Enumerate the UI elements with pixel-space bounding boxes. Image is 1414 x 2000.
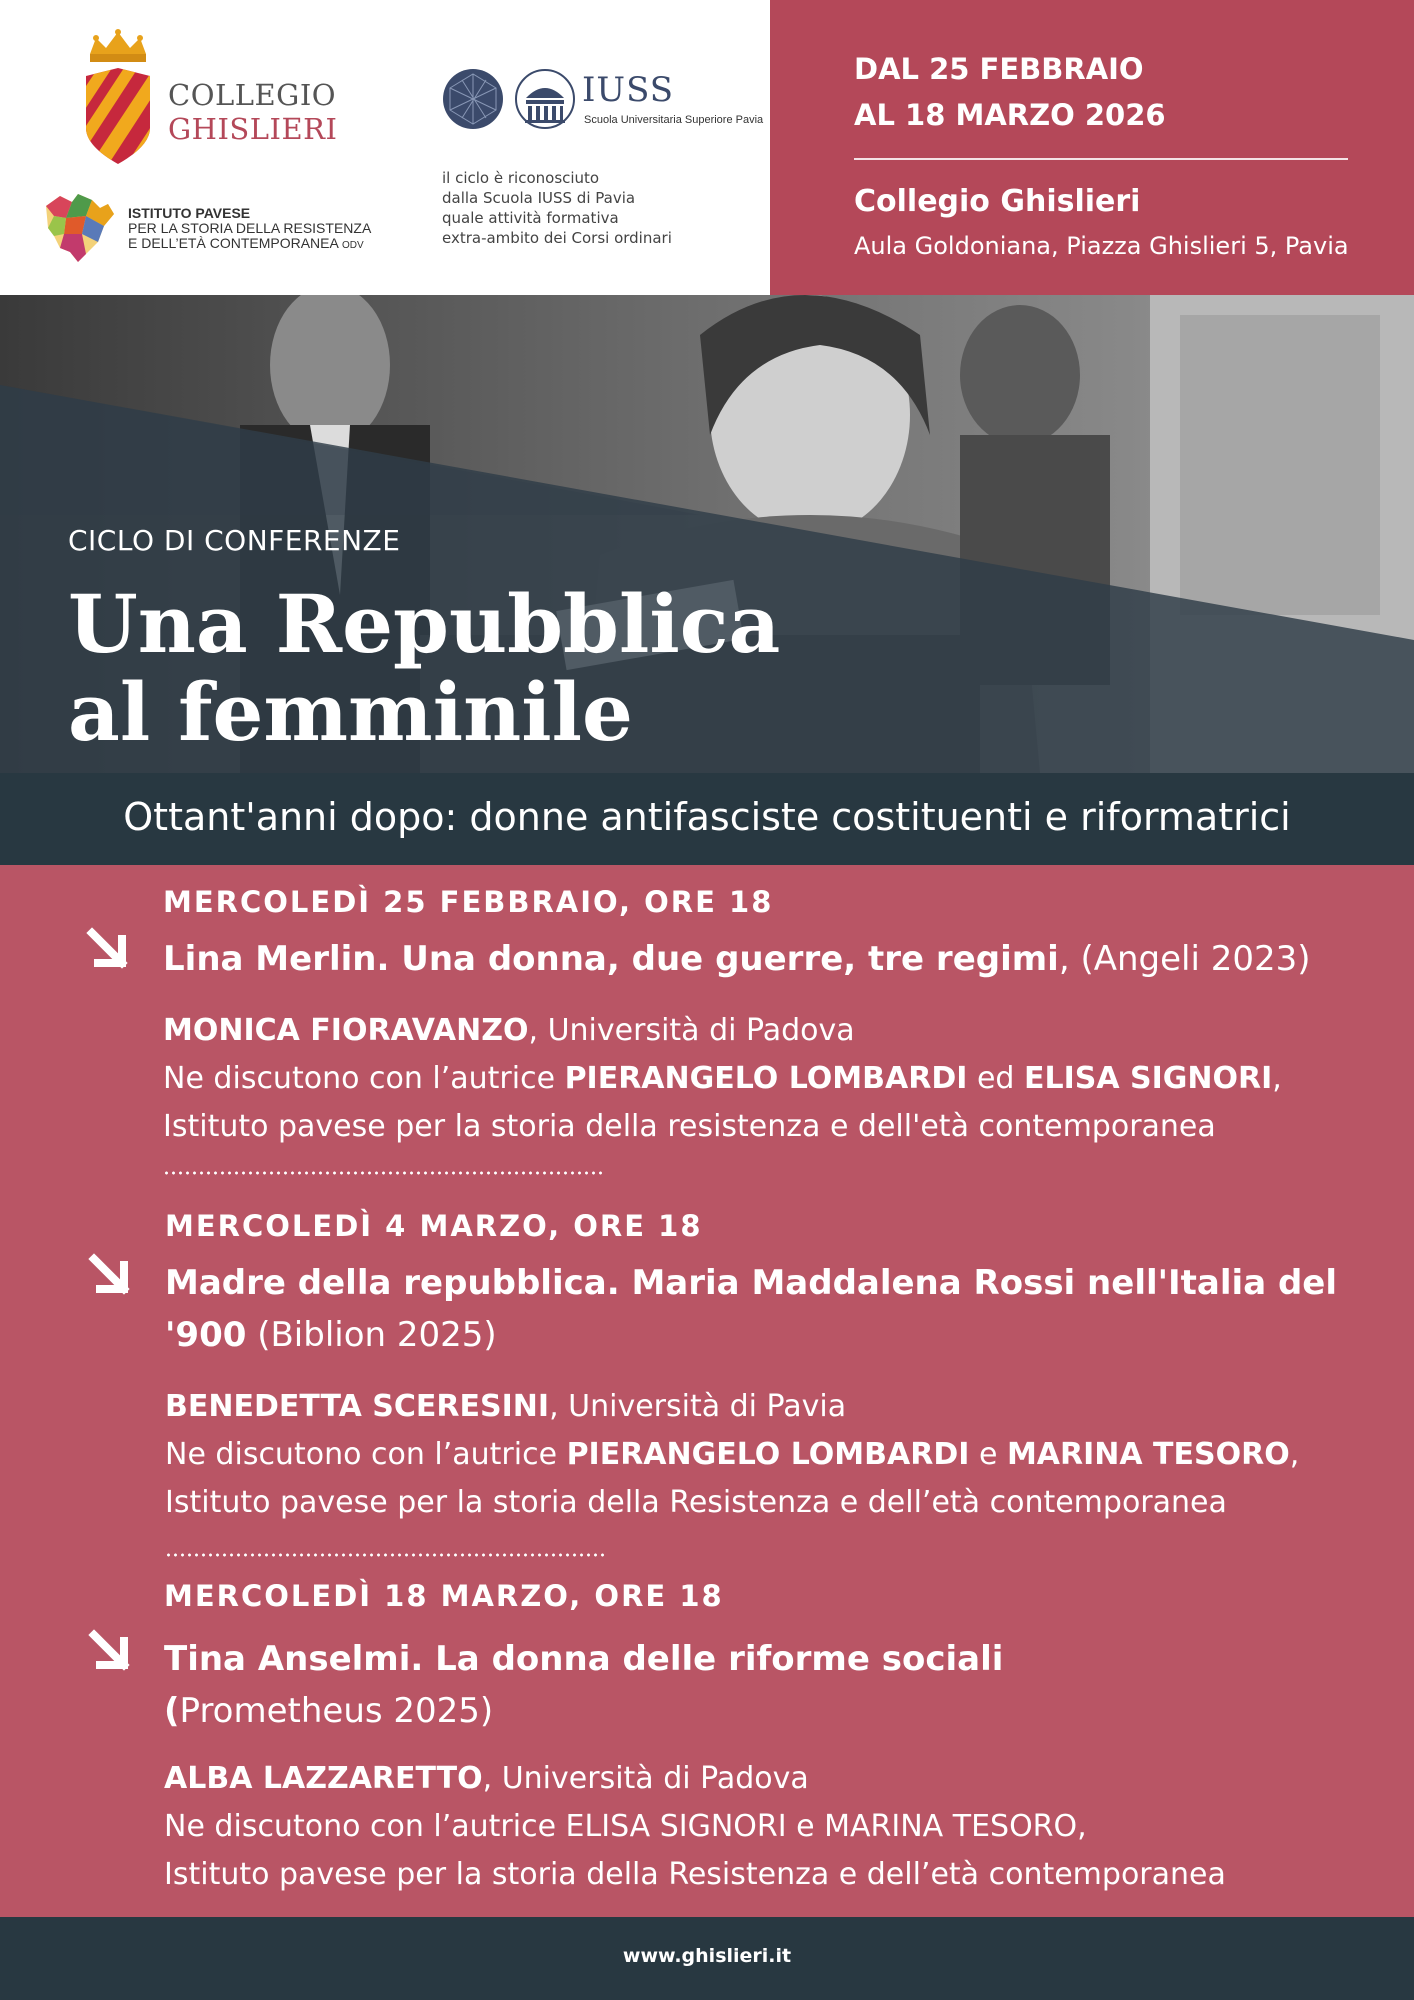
subtitle: Ottant'anni dopo: donne antifasciste costituenti e riformatrici: [123, 795, 1291, 839]
discussants-line: Ne discutono con l’autrice PIERANGELO LOMBARDI ed ELISA SIGNORI,: [163, 1061, 1282, 1096]
discussant-name: PIERANGELO LOMBARDI: [564, 1061, 968, 1096]
venue-address: Aula Goldoniana, Piazza Ghislieri 5, Pavia: [854, 232, 1349, 260]
book-title-line-1: Madre della repubblica. Maria Maddalena Rossi nell'Italia del: [165, 1263, 1338, 1303]
event-people: [165, 1383, 1299, 1527]
istituto-line-3: E DELL’ETÀ CONTEMPORANEA ODV: [128, 235, 364, 251]
ghislieri-crest-icon: [78, 28, 158, 168]
header-logos-panel: [0, 0, 770, 295]
iuss-note-line: dalla Scuola IUSS di Pavia: [442, 189, 636, 207]
book-title: Tina Anselmi. La donna delle riforme sociali: [164, 1639, 1004, 1679]
iuss-note-line: il ciclo è riconosciuto: [442, 169, 600, 187]
book-publisher: Prometheus 2025): [179, 1691, 494, 1731]
speaker-affiliation: , Università di Pavia: [549, 1389, 847, 1424]
iuss-building-icon: [514, 68, 576, 130]
speaker-line: [163, 1007, 1282, 1055]
istituto-line-1: ISTITUTO PAVESE: [128, 205, 251, 221]
main-title-line-2: al femminile: [68, 665, 633, 759]
main-title-line-1: Una Repubblica: [68, 577, 781, 671]
event-people: [163, 1007, 1282, 1151]
collegio-ghislieri-logo[interactable]: [78, 28, 358, 168]
speaker-affiliation: , Università di Padova: [482, 1761, 809, 1796]
book-title-line-2: '900: [165, 1315, 247, 1355]
istituto-pavese-logo[interactable]: [42, 192, 402, 264]
discussant-name: ELISA SIGNORI: [1023, 1061, 1273, 1096]
arrow-down-right-icon: [86, 927, 132, 973]
iuss-recognition-note: [442, 168, 672, 248]
iuss-globe-icon: [442, 68, 504, 130]
istituto-pavese-wordmark: [128, 206, 371, 253]
collegio-ghislieri-wordmark: [168, 78, 337, 146]
website-link[interactable]: www.ghislieri.it: [622, 1945, 792, 1967]
event-date: MERCOLEDÌ 18 MARZO, ORE 18: [164, 1579, 724, 1613]
book-publisher: (Biblion 2025): [246, 1315, 497, 1355]
dotted-divider: [163, 1171, 603, 1175]
discussant-name: PIERANGELO LOMBARDI: [566, 1437, 970, 1472]
event-date: MERCOLEDÌ 25 FEBBRAIO, ORE 18: [163, 885, 774, 919]
discussants-line: Ne discutono con l’autrice PIERANGELO LOMBARDI e MARINA TESORO,: [165, 1437, 1300, 1472]
hero-banner: [0, 295, 1414, 773]
event-book: [163, 933, 1311, 985]
footer: [0, 1917, 1414, 2000]
iuss-note-line: quale attività formativa: [442, 209, 619, 227]
discussants-line: Ne discutono con l’autrice ELISA SIGNORI e MARINA TESORO,: [164, 1809, 1087, 1844]
event-book: [164, 1633, 1003, 1737]
istituto-odv: ODV: [341, 240, 364, 251]
dotted-divider: [165, 1553, 605, 1557]
speaker-line: [165, 1383, 1299, 1431]
speaker-name: MONICA FIORAVANZO: [163, 1013, 529, 1048]
event-book: [165, 1257, 1337, 1361]
series-label: CICLO DI CONFERENZE: [68, 524, 401, 557]
speaker-affiliation: , Università di Padova: [528, 1013, 855, 1048]
header-divider: [854, 158, 1348, 160]
speaker-line: [164, 1755, 1226, 1803]
date-range-start: DAL 25 FEBBRAIO: [854, 52, 1144, 86]
institution-line: Istituto pavese per la storia della Resistenza e dell’età contemporanea: [164, 1857, 1226, 1892]
speaker-name: BENEDETTA SCERESINI: [165, 1389, 550, 1424]
event-date: MERCOLEDÌ 4 MARZO, ORE 18: [165, 1209, 703, 1243]
arrow-down-right-icon: [88, 1253, 134, 1299]
header: [0, 0, 1414, 295]
iuss-logo[interactable]: [442, 66, 762, 136]
institution-line: Istituto pavese per la storia della Resistenza e dell’età contemporanea: [165, 1485, 1227, 1520]
iuss-wordmark: IUSS: [582, 70, 675, 110]
book-title: Lina Merlin. Una donna, due guerre, tre regimi: [163, 939, 1059, 979]
event-people: [164, 1755, 1226, 1899]
date-range-end: AL 18 MARZO 2026: [854, 98, 1166, 132]
book-publisher: , (Angeli 2023): [1058, 939, 1311, 979]
main-title: [68, 577, 781, 759]
institution-line: Istituto pavese per la storia della resistenza e dell'età contemporanea: [163, 1109, 1216, 1144]
speaker-name: ALBA LAZZARETTO: [164, 1761, 483, 1796]
book-paren: (: [164, 1691, 180, 1731]
date-range: [854, 46, 1166, 138]
arrow-down-right-icon: [88, 1629, 134, 1675]
venue-name: Collegio Ghislieri: [854, 184, 1141, 219]
istituto-line-2: PER LA STORIA DELLA RESISTENZA: [128, 220, 372, 236]
discussant-name: MARINA TESORO: [1006, 1437, 1290, 1472]
collegio-word: COLLEGIO: [168, 78, 337, 112]
iuss-note-line: extra-ambito dei Corsi ordinari: [442, 229, 672, 247]
lombardy-map-icon: [42, 192, 122, 264]
iuss-subtitle: Scuola Universitaria Superiore Pavia: [584, 114, 764, 126]
ghislieri-word: GHISLIERI: [168, 112, 338, 146]
subtitle-band: [0, 773, 1414, 865]
